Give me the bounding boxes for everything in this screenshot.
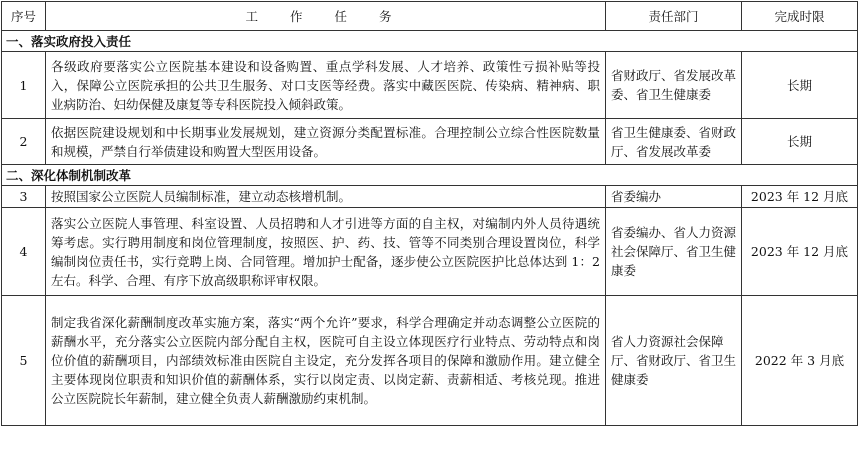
row-seq: 5 — [2, 296, 46, 426]
task-table — [1, 1, 858, 426]
row-deadline: 2022 年 3 月底 — [742, 296, 858, 426]
row-dept: 省委编办、省人力资源社会保障厅、省卫生健康委 — [606, 208, 742, 296]
row-deadline: 长期 — [742, 119, 858, 165]
section-title: 二、深化体制机制改革 — [2, 165, 858, 186]
table-row — [2, 296, 858, 426]
section-row — [2, 31, 858, 52]
row-deadline: 长期 — [742, 52, 858, 119]
header-row — [2, 2, 858, 31]
header-dept: 责任部门 — [606, 2, 742, 31]
section-title: 一、落实政府投入责任 — [2, 31, 858, 52]
row-task: 按照国家公立医院人员编制标准，建立动态核增机制。 — [46, 186, 606, 208]
row-dept: 省卫生健康委、省财政厅、省发展改革委 — [606, 119, 742, 165]
header-deadline: 完成时限 — [742, 2, 858, 31]
row-task: 各级政府要落实公立医院基本建设和设备购置、重点学科发展、人才培养、政策性亏损补贴等投入，保障公立医院承担的公共卫生服务、对口支医等经费。落实中藏医医院、传染病、精神病、职业病防治、妇幼保健及康复等专科医院投入倾斜政策。 — [46, 52, 606, 119]
table-row — [2, 208, 858, 296]
row-deadline: 2023 年 12 月底 — [742, 208, 858, 296]
row-seq: 4 — [2, 208, 46, 296]
header-task: 工 作 任 务 — [46, 2, 606, 31]
row-deadline: 2023 年 12 月底 — [742, 186, 858, 208]
row-seq: 1 — [2, 52, 46, 119]
row-seq: 2 — [2, 119, 46, 165]
row-task: 制定我省深化薪酬制度改革实施方案，落实“两个允许”要求，科学合理确定并动态调整公立医院的薪酬水平，充分落实公立医院内部分配自主权，医院可自主设立体现医疗行业特点、劳动特点和岗位价值的薪酬项目，内部绩效标准由医院自主设定，充分发挥各项目的保障和激励作用。建立健全主要体现岗位职责和知识价值的薪酬体系，实行以岗定责、以岗定薪、责薪相适、考核兑现。推进公立医院院长年薪制，建立健全负责人薪酬激励约束机制。 — [46, 296, 606, 426]
section-row — [2, 165, 858, 186]
row-dept: 省财政厅、省发展改革委、省卫生健康委 — [606, 52, 742, 119]
row-task: 依据医院建设规划和中长期事业发展规划，建立资源分类配置标准。合理控制公立综合性医院数量和规模，严禁自行举债建设和购置大型医用设备。 — [46, 119, 606, 165]
table-row — [2, 186, 858, 208]
row-dept: 省委编办 — [606, 186, 742, 208]
row-seq: 3 — [2, 186, 46, 208]
table-row — [2, 52, 858, 119]
header-seq: 序号 — [2, 2, 46, 31]
row-dept: 省人力资源社会保障厅、省财政厅、省卫生健康委 — [606, 296, 742, 426]
table-row — [2, 119, 858, 165]
row-task: 落实公立医院人事管理、科室设置、人员招聘和人才引进等方面的自主权，对编制内外人员待遇统筹考虑。实行聘用制度和岗位管理制度，按照医、护、药、技、管等不同类别合理设置岗位，科学编制岗位责任书，实行竞聘上岗、合同管理。增加护士配备，逐步使公立医院医护比总体达到 1：2 左右。科学、合理、有序下放高级职称评审权限。 — [46, 208, 606, 296]
